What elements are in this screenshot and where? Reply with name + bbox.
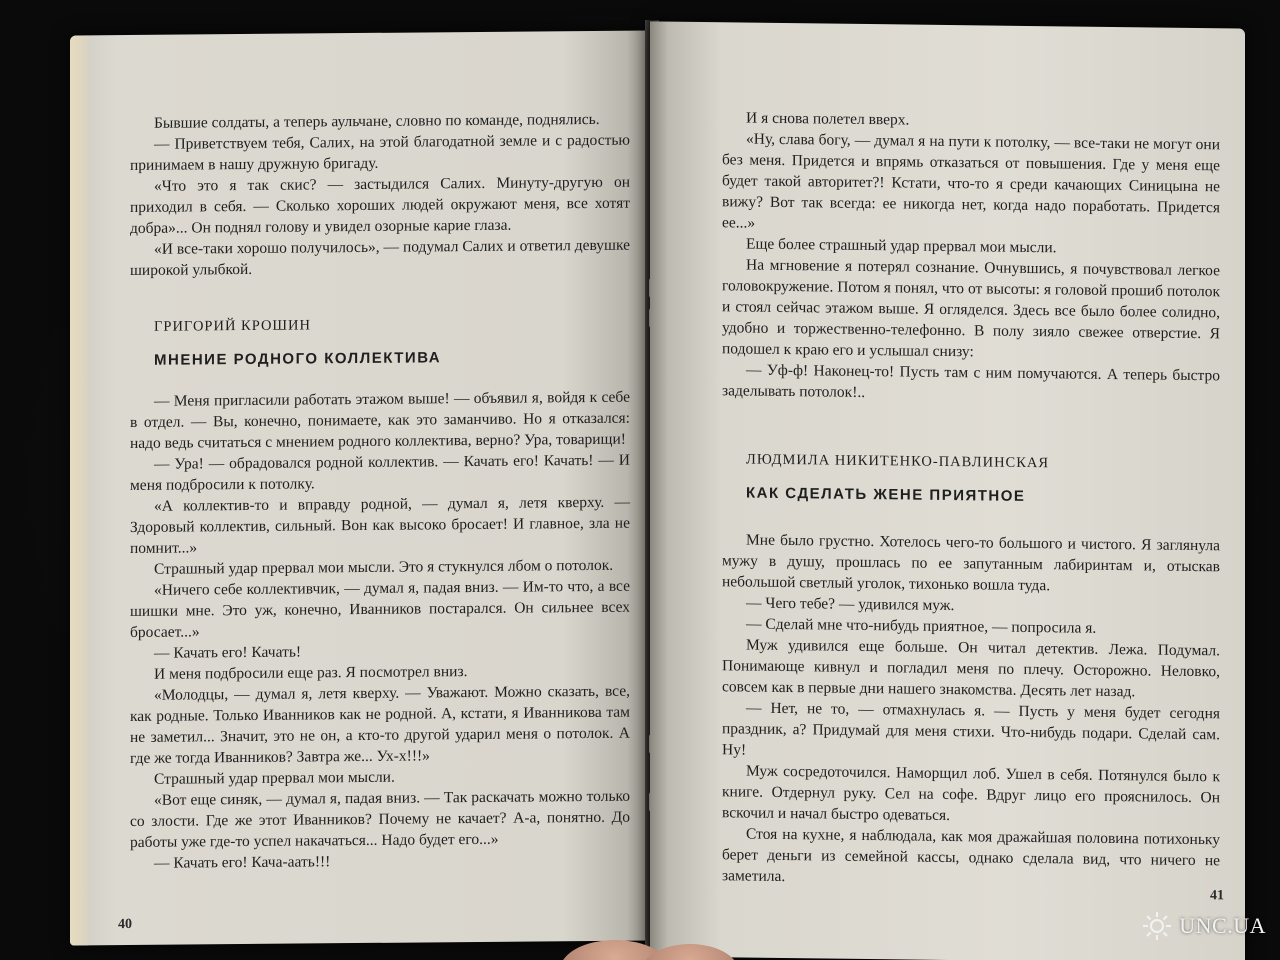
open-book (60, 15, 1245, 960)
left-author: ГРИГОРИЙ КРОШИН (154, 317, 311, 335)
right-page-text (722, 107, 1220, 892)
left-paragraph: «И все-таки хорошо получилось», — подумал Салих и ответил девушке широкой улыбкой. (130, 236, 630, 280)
right-paragraph: — Уф-ф! Наконец-то! Пусть там с ним помучаются. А теперь быстро заделывать потолок!.. (722, 361, 1220, 401)
watermark (1141, 910, 1266, 942)
right-paragraph: На мгновение я потерял сознание. Очнувшись, я почувствовал легкое головокружение. Потом я понял, что от высоты: я головой прошиб потолок и стоял сейчас этажом выше. Я огляделся. Здесь все было более солидно, удобно и торжественно-телефонно. В полу зияло свежее отверстие. Я подошел к краю его и услышал снизу: (722, 256, 1220, 361)
left-paragraph: «Ничего себе коллективчик, — думал я, падая вниз. — Им-то что, а все шишки мне. Это уж, конечно, Иванников постарался. Он сильнее всех бросает...» (130, 577, 630, 642)
right-author: ЛЮДМИЛА НИКИТЕНКО-ПАВЛИНСКАЯ (746, 451, 1050, 472)
right-paragraph: Мне было грустно. Хотелось чего-то большого и чистого. Я заглянула мужу в душу, прошлась по ее запутанным лабиринтам и, отыскав небольшой светлый уголок, тихонько вошла туда. (722, 531, 1220, 595)
right-page-number: 41 (1210, 888, 1224, 904)
left-paragraph: Бывшие солдаты, а теперь аульчане, словно по команде, поднялись. (154, 110, 600, 132)
right-paragraph: — Сделай мне что-нибудь приятное, — попросила я. (746, 615, 1097, 637)
left-paragraph: — Меня пригласили работать этажом выше! — объявил я, войдя к себе в отдел. — Вы, конечно, понимаете, как это заманчиво. Но я отказался: надо ведь считаться с мнением родного коллектива, верно? Ура, товарищи! (130, 388, 630, 453)
watermark-text: UNC.UA (1179, 913, 1266, 938)
left-story-title: МНЕНИЕ РОДНОГО КОЛЛЕКТИВА (154, 349, 442, 369)
left-paragraph: — Качать его! Кача-аать!!! (154, 853, 331, 872)
left-paragraph: И меня подбросили еще раз. Я посмотрел вниз. (154, 663, 468, 683)
left-paragraph: Страшный удар прервал мои мысли. Это я стукнулся лбом о потолок. (154, 556, 614, 578)
left-page-text (130, 109, 630, 874)
right-paragraph: И я снова полетел вверх. (746, 109, 910, 129)
left-paragraph: «А коллектив-то и вправду родной, — думал я, летя кверху. — Здоровый коллектив, сильный. Вон как высоко бросает! И главное, зла не помнит...» (130, 493, 630, 558)
right-paragraph: «Ну, слава богу, — думал я на пути к потолку, — все-таки не могут они без меня. Придется и впрямь отказаться от повышения. Где у меня еще будет такой авторитет?! Кстати, что-то я среди качающих Синицына не вижу? Вот так всегда: ее никогда нет, когда надо поработать. Придется ее...» (722, 130, 1220, 232)
left-page (70, 30, 650, 945)
right-paragraph: — Чего тебе? — удивился муж. (746, 594, 955, 615)
left-paragraph: «Что это я так скис? — застыдился Салих. Минуту-другую он приходил в себя. — Сколько хороших людей окружают меня, все хотят добра»... Он поднял голову и увидел озорные карие глаза. (130, 173, 630, 238)
right-paragraph: — Нет, не то, — отмахнулась я. — Пусть у меня будет сегодня праздник, а? Придумай для меня стихи. Что-нибудь подари. Сделай сам. Ну! (722, 699, 1220, 759)
right-page (650, 21, 1245, 960)
right-paragraph: Муж удивился еще больше. Он читал детектив. Лежа. Подумал. Понимающе кивнул и погладил меня по плечу. Осторожно. Неловко, совсем как в первые дни нашего знакомства. Десять лет назад. (722, 636, 1220, 701)
left-paragraph: «Вот еще синяк, — думал я, падая вниз. — Так раскачать можно только со злости. Где же этот Иванников? Почему не качает? А-а, понятно. До работы уже где-то успел накачаться... Надо будет его...» (130, 787, 630, 852)
left-paragraph: — Приветствуем тебя, Салих, на этой благодатной земле и с радостью принимаем в нашу дружную бригаду. (130, 131, 630, 175)
right-paragraph: Еще более страшный удар прервал мои мысли. (746, 235, 1057, 257)
left-paragraph: «Молодцы, — думал я, летя кверху. — Уважают. Можно сказать, все, как родные. Только Иванников как не родной. А, кстати, я Иванникова там не заметил... Значит, это не он, а кто-то другой ударил меня о потолок. А где же тогда Иванников? Завтра же... Ух-х!!!» (130, 682, 630, 768)
left-paragraph: — Качать его! Качать! (154, 643, 302, 662)
left-page-number: 40 (118, 916, 132, 933)
right-paragraph: Стоя на кухне, я наблюдала, как моя дражайшая половина потихоньку берет деньги из семейной кассы, однако сделала вид, что ничего не заметила. (722, 825, 1220, 886)
left-paragraph: — Ура! — обрадовался родной коллектив. — Качать его! Качать! — И меня подбросили к потолку. (130, 451, 630, 495)
sun-logo-icon (1141, 910, 1173, 942)
left-paragraph: Страшный удар прервал мои мысли. (154, 768, 395, 788)
right-paragraph: Муж сосредоточился. Наморщил лоб. Ушел в себя. Потянулся было к книге. Отдернул руку. Сел на софе. Вдруг лицо его прояснилось. Он вскочил и начал быстро одеваться. (722, 762, 1220, 825)
right-story-title: КАК СДЕЛАТЬ ЖЕНЕ ПРИЯТНОЕ (746, 484, 1026, 505)
